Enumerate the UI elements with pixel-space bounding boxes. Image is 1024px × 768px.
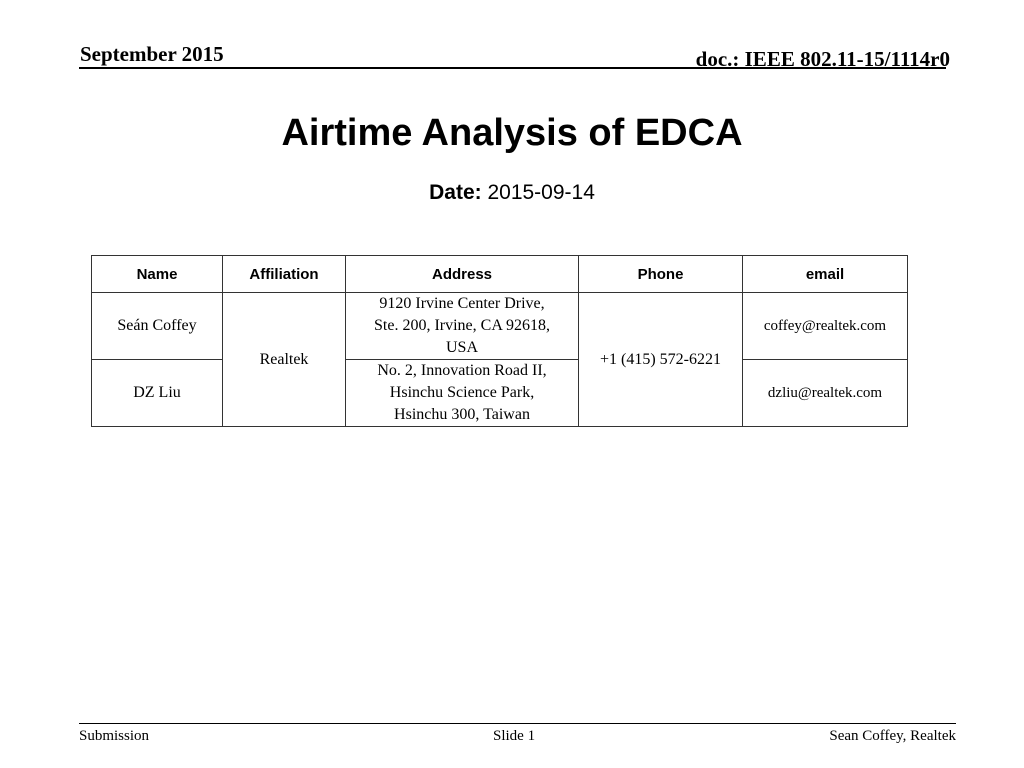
- address-line: No. 2, Innovation Road II,: [377, 362, 547, 379]
- table-header-row: [92, 256, 908, 293]
- footer-submission: Submission: [79, 728, 150, 744]
- header-divider: [79, 67, 946, 69]
- header-date: September 2015: [80, 42, 224, 66]
- column-header-name: Name: [92, 256, 223, 293]
- address-line: 9120 Irvine Center Drive,: [379, 295, 545, 312]
- author-email: coffey@realtek.com: [743, 293, 908, 360]
- author-address: [346, 293, 579, 360]
- address-line: Hsinchu Science Park,: [389, 384, 535, 401]
- table-row: [92, 293, 908, 360]
- author-affiliation: Realtek: [223, 293, 346, 427]
- authors-table: [91, 255, 908, 427]
- author-name: Seán Coffey: [92, 293, 223, 360]
- date-line: [0, 181, 1024, 205]
- column-header-email: email: [743, 256, 908, 293]
- header-doc-id: doc.: IEEE 802.11-15/1114r0: [695, 47, 950, 71]
- slide-title: Airtime Analysis of EDCA: [281, 112, 743, 154]
- table-row: [92, 360, 908, 427]
- author-phone: +1 (415) 572-6221: [579, 293, 743, 427]
- address-line: Ste. 200, Irvine, CA 92618,: [374, 317, 550, 334]
- footer-author: Sean Coffey, Realtek: [829, 728, 956, 744]
- address-line: Hsinchu 300, Taiwan: [394, 406, 530, 423]
- author-name: DZ Liu: [92, 360, 223, 427]
- author-address: [346, 360, 579, 427]
- footer-slide-number: Slide 1: [493, 728, 536, 744]
- date-label: Date:: [429, 181, 482, 204]
- footer-divider: [79, 723, 956, 724]
- author-email: dzliu@realtek.com: [743, 360, 908, 427]
- column-header-address: Address: [346, 256, 579, 293]
- address-line: USA: [445, 339, 478, 356]
- column-header-phone: Phone: [579, 256, 743, 293]
- date-value: 2015-09-14: [487, 181, 595, 204]
- column-header-affiliation: Affiliation: [223, 256, 346, 293]
